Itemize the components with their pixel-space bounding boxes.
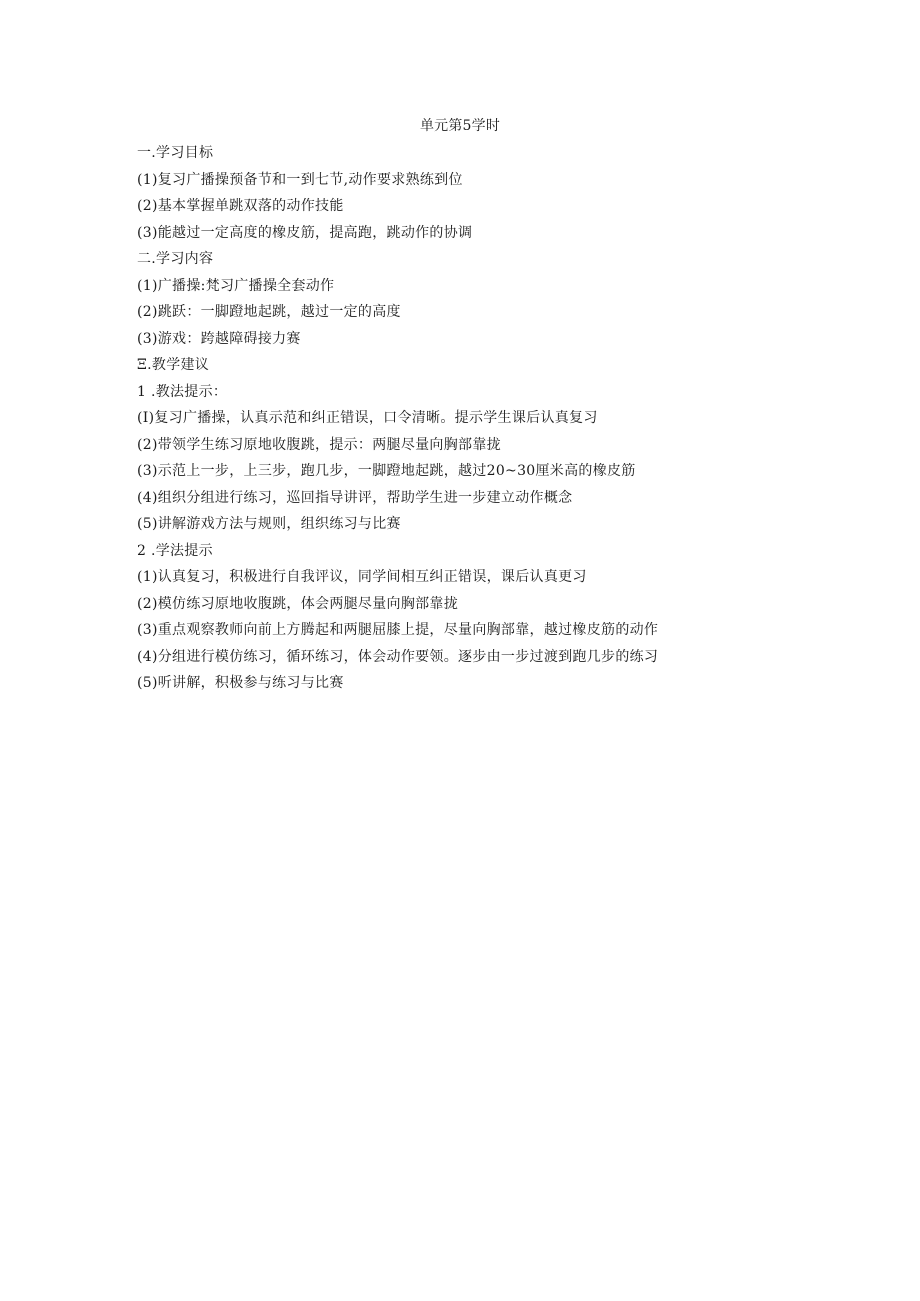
section-heading-learning-goals: 一.学习目标 — [137, 145, 214, 161]
teaching-tip-item: (I)复习广播操，认真示范和纠正错误，口令清晰。提示学生课后认真复习 — [137, 410, 598, 426]
learning-tip-item: (5)听讲解，积极参与练习与比赛 — [137, 675, 344, 691]
teaching-tip-item: (2)带领学生练习原地收腹跳，提示：两腿尽量向胸部靠拢 — [137, 436, 501, 453]
section-heading-learning-content: 二.学习内容 — [137, 251, 214, 267]
goal-item: (1)复习广播操预备节和一到七节,动作要求熟练到位 — [137, 171, 463, 188]
teaching-tip-item: (4)组织分组进行练习，巡回指导讲评，帮助学生进一步建立动作概念 — [137, 489, 573, 506]
subheading-teaching-tips: 1 .教法提示： — [137, 383, 228, 400]
learning-tip-item: (2)模仿练习原地收腹跳，体会两腿尽量向胸部靠拢 — [137, 595, 459, 612]
document-body — [137, 140, 777, 697]
learning-tip-item: (3)重点观察教师向前上方腾起和两腿屈膝上提，尽量向胸部靠，越过橡皮筋的动作 — [137, 622, 659, 638]
goal-item: (2)基本掌握单跳双落的动作技能 — [137, 198, 344, 214]
content-item: (2)跳跃：一脚蹬地起跳，越过一定的高度 — [137, 304, 401, 320]
document-title: 单元第5学时 — [419, 118, 501, 134]
subheading-learning-tips: 2 .学法提示 — [137, 542, 213, 559]
learning-tip-item: (1)认真复习，积极进行自我评议，同学间相互纠正错误，课后认真更习 — [137, 569, 587, 585]
learning-tip-item: (4)分组进行模仿练习，循环练习，体会动作要领。逐步由一步过渡到跑几步的练习 — [137, 648, 659, 665]
content-item: (3)游戏：跨越障碍接力赛 — [137, 330, 301, 347]
content-item: (1)广播操:梵习广播操全套动作 — [137, 277, 335, 294]
goal-item: (3)能越过一定高度的橡皮筋，提高跑，跳动作的协调 — [137, 224, 473, 241]
teaching-tip-item: (3)示范上一步，上三步，跑几步，一脚蹬地起跳，越过20~30厘米高的橡皮筋 — [137, 463, 636, 479]
teaching-tip-item: (5)讲解游戏方法与规则，组织练习与比赛 — [137, 516, 401, 532]
section-heading-teaching-suggestions: Ξ.教学建议 — [137, 357, 210, 373]
